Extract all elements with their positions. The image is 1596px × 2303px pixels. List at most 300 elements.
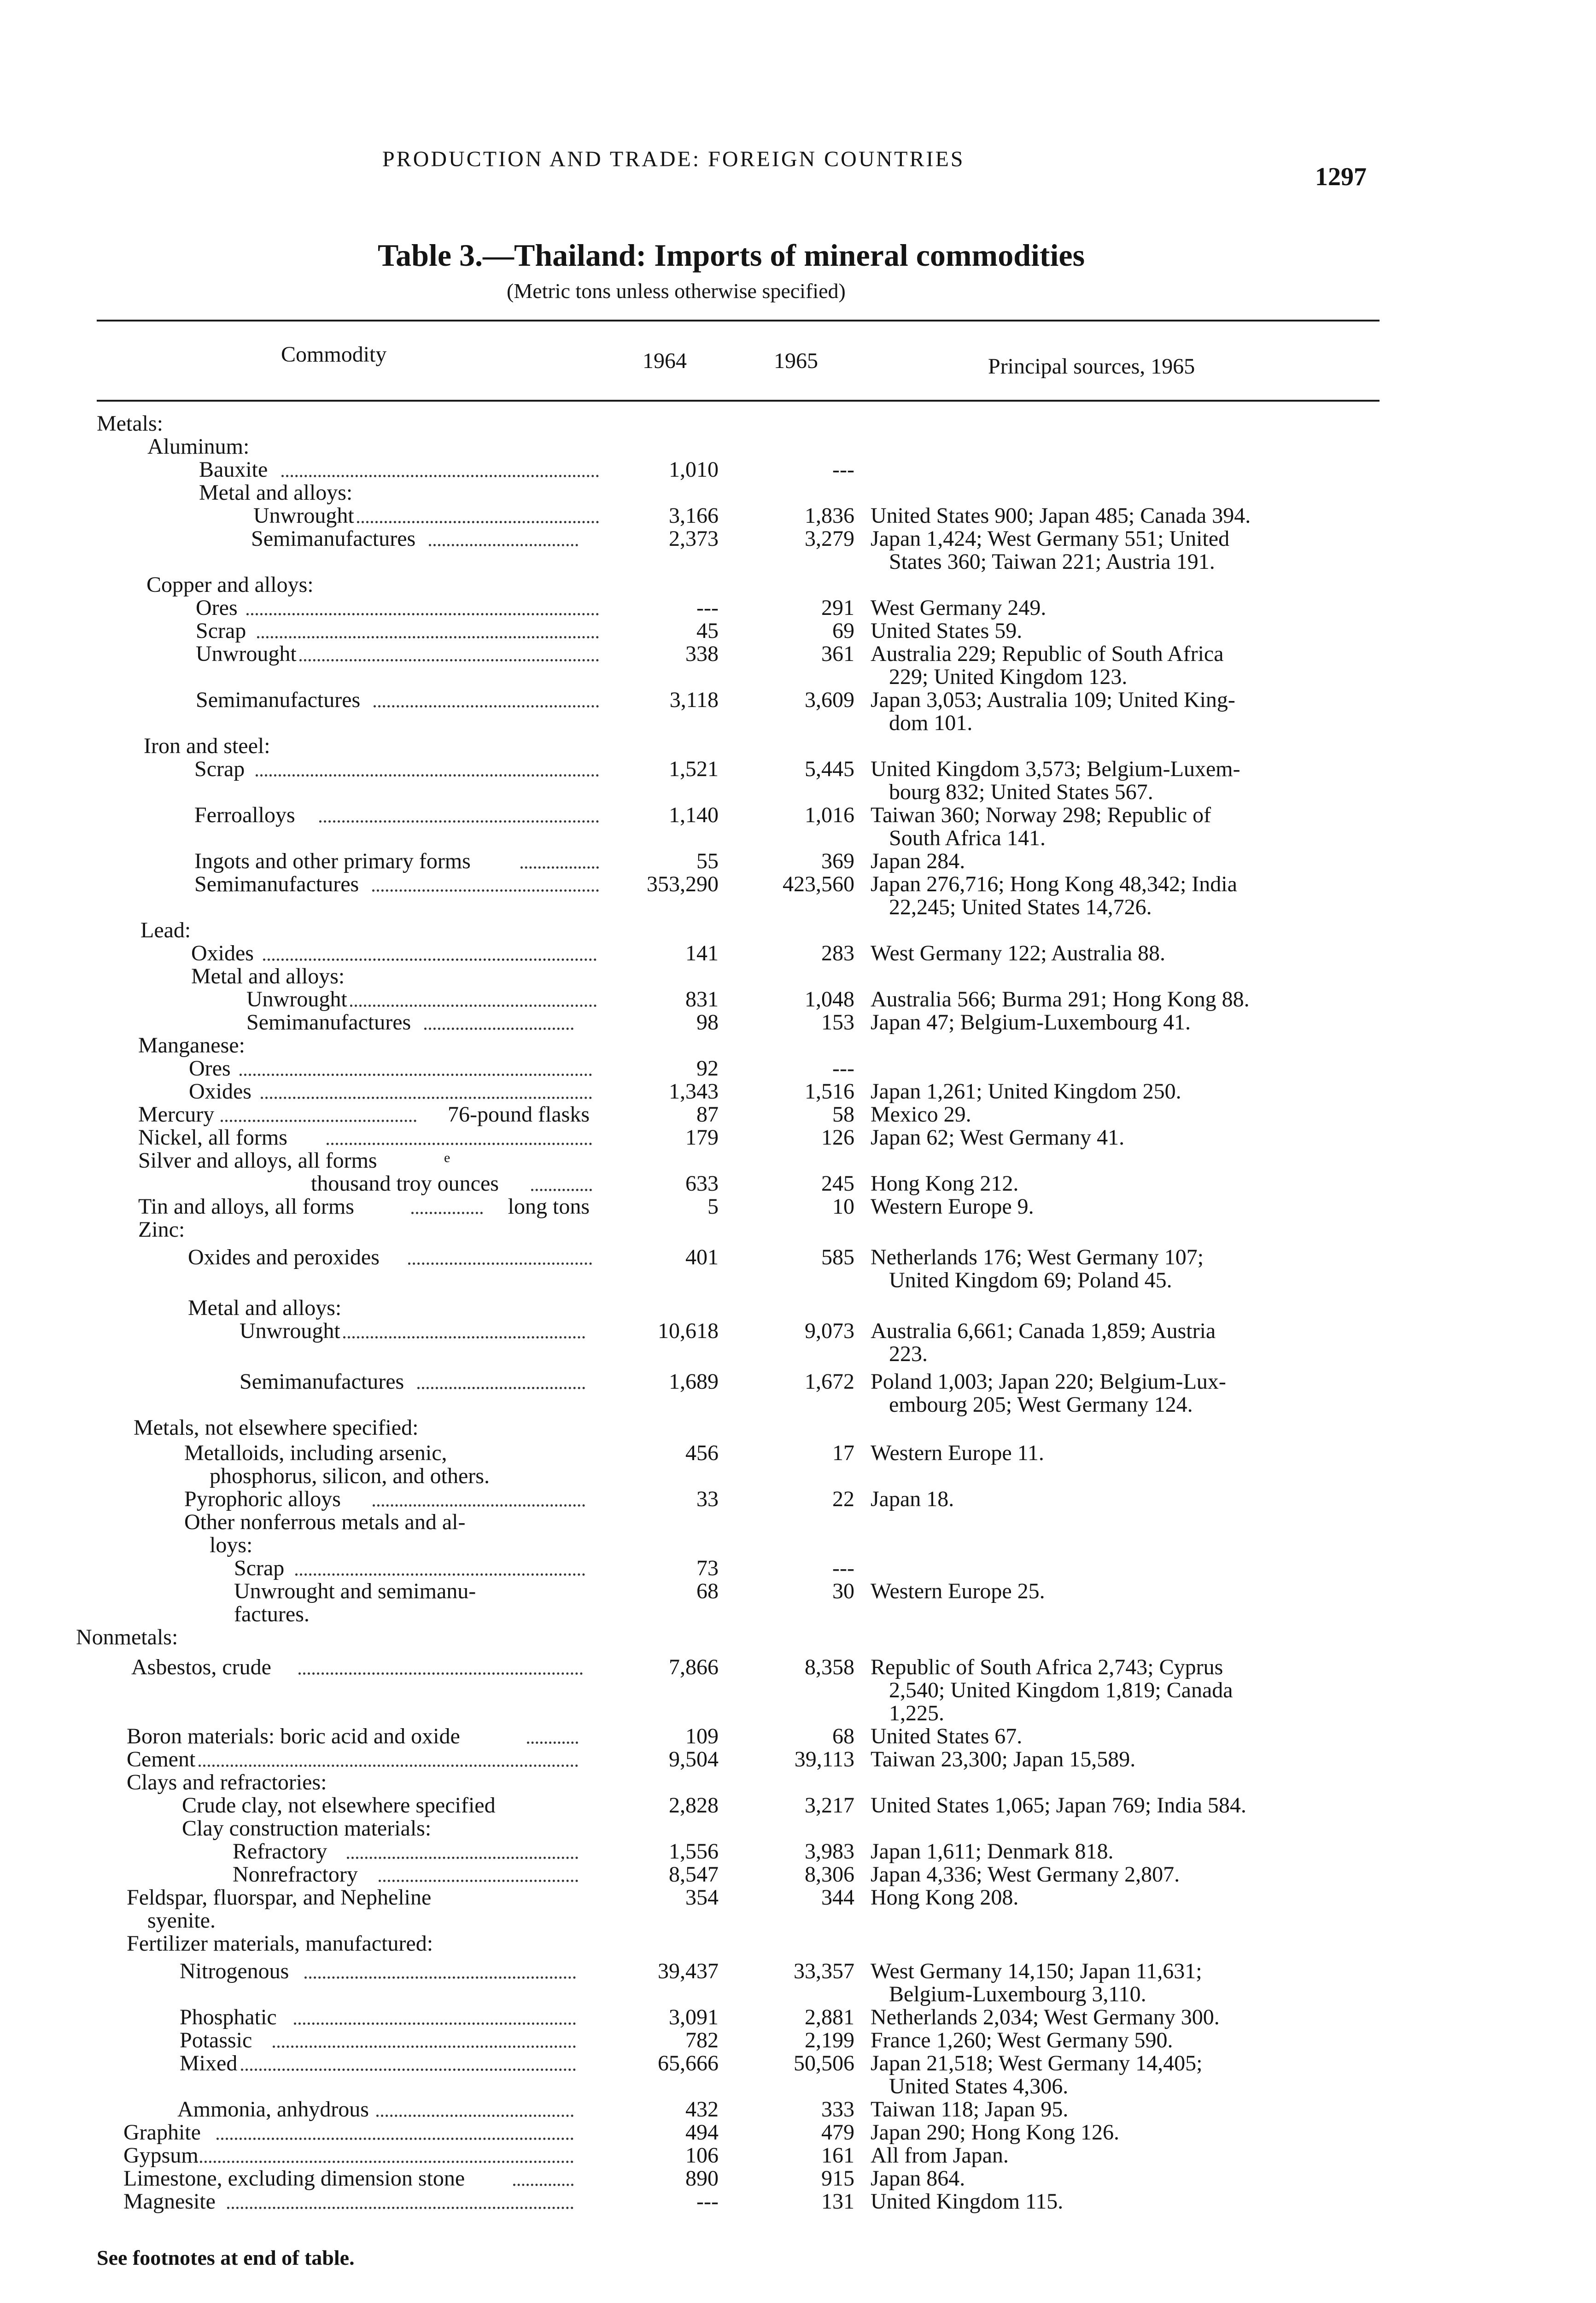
principal-sources: States 360; Taiwan 221; Austria 191. [889, 549, 1215, 574]
value-1965: 5,445 [805, 757, 854, 781]
value-1964: 3,166 [669, 503, 719, 528]
value-1965: 2,881 [805, 2005, 854, 2029]
principal-sources: Japan 18. [871, 1487, 954, 1511]
principal-sources: West Germany 249. [871, 596, 1046, 620]
table-row-oxides-and-peroxides [0, 1246, 1596, 1269]
table-row-nonrefractory [0, 1863, 1596, 1886]
table-row-continuation [0, 712, 1596, 735]
value-1965: 8,306 [805, 1862, 854, 1887]
principal-sources: 223. [889, 1342, 928, 1366]
table-row-oxides [0, 1080, 1596, 1103]
value-1965: 3,279 [805, 526, 854, 551]
commodity-label: Metals, not elsewhere specified: [134, 1415, 419, 1440]
commodity-label: Oxides [189, 1079, 251, 1104]
commodity-label: factures. [234, 1602, 310, 1626]
value-1964: 106 [685, 2143, 719, 2168]
value-1965: 1,836 [805, 503, 854, 528]
table-row-metal-and-alloys [0, 965, 1596, 988]
table-row-continuation [0, 896, 1596, 919]
table-row-phosphorus-silicon-and-others [0, 1465, 1596, 1488]
table-row-gypsum [0, 2144, 1596, 2167]
commodity-label: Bauxite [199, 457, 268, 482]
table-row-graphite [0, 2121, 1596, 2144]
table-row-manganese [0, 1034, 1596, 1057]
dot-leader [304, 1976, 576, 1979]
table-row-continuation [0, 550, 1596, 573]
value-1964: 3,091 [669, 2005, 719, 2029]
commodity-label: Metal and alloys: [191, 964, 345, 988]
dot-leader [357, 521, 599, 523]
principal-sources: Japan 4,336; West Germany 2,807. [871, 1862, 1180, 1887]
commodity-label: Ferroalloys [194, 803, 295, 827]
commodity-label: Unwrought and semimanu- [234, 1579, 476, 1603]
dot-leader [408, 1263, 592, 1265]
table-row-pyrophoric-alloys [0, 1488, 1596, 1511]
value-1965: 423,560 [783, 872, 854, 896]
commodity-label: Aluminum: [147, 434, 250, 459]
dot-leader [221, 1120, 416, 1122]
dot-leader [281, 475, 599, 477]
commodity-label: Ores [196, 596, 238, 620]
commodity-label: Scrap [194, 757, 245, 781]
principal-sources: United States 4,306. [889, 2074, 1069, 2098]
commodity-label: Metalloids, including arsenic, [184, 1441, 447, 1465]
column-header-commodity: Commodity [281, 342, 387, 367]
principal-sources: Western Europe 11. [871, 1441, 1044, 1465]
commodity-label: Semimanufactures [251, 526, 416, 551]
principal-sources: 229; United Kingdom 123. [889, 665, 1128, 689]
table-row-phosphatic [0, 2006, 1596, 2029]
commodity-label: Mercury [138, 1102, 215, 1127]
commodity-label: Crude clay, not elsewhere specified [182, 1793, 496, 1818]
commodity-label: Clay construction materials: [182, 1816, 432, 1841]
commodity-label: Scrap [196, 619, 246, 643]
commodity-label: Limestone, excluding dimension stone [123, 2166, 465, 2191]
unit-label: long tons [508, 1194, 590, 1219]
principal-sources: All from Japan. [871, 2143, 1009, 2168]
table-row-iron-and-steel [0, 735, 1596, 758]
principal-sources: Japan 284. [871, 849, 965, 873]
commodity-label: Zinc: [138, 1217, 185, 1242]
commodity-label: phosphorus, silicon, and others. [210, 1464, 490, 1488]
dot-leader [263, 959, 596, 961]
value-1965: 17 [832, 1441, 854, 1465]
table-subtitle: (Metric tons unless otherwise specified) [507, 279, 846, 303]
commodity-label: Oxides and peroxides [188, 1245, 380, 1269]
principal-sources: Western Europe 25. [871, 1579, 1045, 1603]
dot-leader [327, 1143, 592, 1145]
dot-leader [257, 636, 599, 638]
commodity-label: loys: [210, 1533, 253, 1557]
value-1965: 245 [821, 1171, 854, 1196]
principal-sources: 2,540; United Kingdom 1,819; Canada [889, 1678, 1233, 1702]
table-row-unwrought [0, 504, 1596, 527]
value-1964: 782 [685, 2028, 719, 2052]
table-row-cement [0, 1748, 1596, 1771]
value-1964: 39,437 [658, 1959, 719, 1983]
table-title: Table 3.—Thailand: Imports of mineral commodities [378, 238, 1085, 273]
page-number: 1297 [1315, 163, 1367, 191]
value-1965: 361 [821, 642, 854, 666]
table-row-semimanufactures [0, 689, 1596, 712]
table-row-boron-materials-boric-acid-and-oxide [0, 1725, 1596, 1748]
commodity-label: Scrap [234, 1556, 285, 1580]
value-1965: 369 [821, 849, 854, 873]
commodity-label: Magnesite [123, 2189, 216, 2214]
value-1964: 338 [685, 642, 719, 666]
commodity-label: Unwrought [253, 503, 354, 528]
table-row-copper-and-alloys [0, 573, 1596, 596]
commodity-label: Asbestos, crude [131, 1655, 271, 1679]
value-1965: 50,506 [794, 2051, 854, 2075]
table-row-asbestos-crude [0, 1656, 1596, 1679]
value-1964: 2,828 [669, 1793, 719, 1818]
value-1965: 333 [821, 2097, 854, 2122]
dot-leader [195, 2161, 573, 2163]
value-1964: 494 [685, 2120, 719, 2145]
value-1965: 1,516 [805, 1079, 854, 1104]
value-1964: 1,343 [669, 1079, 719, 1104]
value-1964: 73 [696, 1556, 719, 1580]
principal-sources: Japan 1,261; United Kingdom 250. [871, 1079, 1181, 1104]
table-row-feldspar-fluorspar-and-nepheline [0, 1886, 1596, 1909]
table-row-zinc [0, 1218, 1596, 1241]
commodity-label: Nitrogenous [180, 1959, 289, 1983]
dot-leader [294, 2022, 576, 2025]
principal-sources: Japan 1,611; Denmark 818. [871, 1839, 1114, 1864]
table-row-semimanufactures [0, 1011, 1596, 1034]
dot-leader [347, 1857, 578, 1859]
value-1965: 1,048 [805, 987, 854, 1011]
dot-leader [299, 659, 599, 661]
table-row-continuation [0, 1343, 1596, 1366]
table-row-scrap [0, 620, 1596, 643]
principal-sources: bourg 832; United States 567. [889, 780, 1153, 804]
value-1965: 153 [821, 1010, 854, 1035]
commodity-label: Cement [127, 1747, 196, 1771]
value-1965: 161 [821, 2143, 854, 2168]
dot-leader [531, 1189, 592, 1191]
principal-sources: Republic of South Africa 2,743; Cyprus [871, 1655, 1223, 1679]
commodity-label: Fertilizer materials, manufactured: [127, 1931, 433, 1956]
commodity-label: Tin and alloys, all forms [138, 1194, 354, 1219]
dot-leader [227, 2207, 573, 2209]
value-1964: 401 [685, 1245, 719, 1269]
principal-sources: Western Europe 9. [871, 1194, 1034, 1219]
value-1964: 2,373 [669, 526, 719, 551]
principal-sources: Mexico 29. [871, 1102, 971, 1127]
table-row-continuation [0, 1269, 1596, 1292]
table-row-ores [0, 1057, 1596, 1080]
value-1965: 291 [821, 596, 854, 620]
value-1964: 353,290 [647, 872, 719, 896]
table-row-continuation [0, 1679, 1596, 1702]
principal-sources: Japan 276,716; Hong Kong 48,342; India [871, 872, 1237, 896]
value-1965: 283 [821, 941, 854, 965]
commodity-label: Nonrefractory [233, 1862, 358, 1887]
table-row-continuation [0, 1702, 1596, 1725]
dot-leader [411, 1212, 483, 1214]
commodity-label: Metals: [97, 411, 163, 436]
table-row-crude-clay-not-elsewhere-specified [0, 1794, 1596, 1817]
value-1965: 30 [832, 1579, 854, 1603]
table-row-magnesite [0, 2190, 1596, 2213]
table-row-scrap [0, 758, 1596, 781]
value-1965: 69 [832, 619, 854, 643]
principal-sources: Poland 1,003; Japan 220; Belgium-Lux- [871, 1369, 1226, 1394]
principal-sources: United States 1,065; Japan 769; India 584. [871, 1793, 1246, 1818]
dot-leader [216, 2138, 573, 2140]
table-row-nickel-all-forms [0, 1126, 1596, 1149]
value-1964: 7,866 [669, 1655, 719, 1679]
commodity-label: syenite. [147, 1908, 216, 1933]
value-1964: 87 [696, 1102, 719, 1127]
principal-sources: Australia 566; Burma 291; Hong Kong 88. [871, 987, 1250, 1011]
value-1965: 344 [821, 1885, 854, 1910]
commodity-label: Ammonia, anhydrous [177, 2097, 369, 2122]
table-row-metals [0, 412, 1596, 435]
principal-sources: Netherlands 176; West Germany 107; [871, 1245, 1204, 1269]
column-header-1964: 1964 [643, 349, 687, 373]
table-row-clays-and-refractories [0, 1771, 1596, 1794]
dot-leader [417, 1387, 585, 1389]
table-row-continuation [0, 1983, 1596, 2006]
table-row-tin-and-alloys-all-forms [0, 1195, 1596, 1218]
value-1964: 55 [696, 849, 719, 873]
principal-sources: dom 101. [889, 711, 973, 735]
dot-leader [261, 1097, 592, 1099]
value-1964: 1,010 [669, 457, 719, 482]
commodity-label: Ingots and other primary forms [194, 849, 471, 873]
table-row-continuation [0, 1393, 1596, 1416]
value-1965: 8,358 [805, 1655, 854, 1679]
table-row-oxides [0, 942, 1596, 965]
commodity-label: Potassic [180, 2028, 252, 2052]
value-1964: 141 [685, 941, 719, 965]
value-1964: 456 [685, 1441, 719, 1465]
principal-sources: Japan 47; Belgium-Luxembourg 41. [871, 1010, 1191, 1035]
principal-sources: United States 59. [871, 619, 1023, 643]
value-1965: 1,016 [805, 803, 854, 827]
table-row-mercury [0, 1103, 1596, 1126]
table-row-fertilizer-materials-manufactured [0, 1932, 1596, 1955]
table-row-loys [0, 1534, 1596, 1557]
value-1965: 58 [832, 1102, 854, 1127]
value-1964: 890 [685, 2166, 719, 2191]
value-1964: 179 [685, 1125, 719, 1150]
column-header-1965: 1965 [774, 349, 818, 373]
principal-sources: embourg 205; West Germany 124. [889, 1392, 1193, 1417]
table-row-ammonia-anhydrous [0, 2098, 1596, 2121]
principal-sources: 22,245; United States 14,726. [889, 895, 1152, 919]
value-1964: 9,504 [669, 1747, 719, 1771]
dot-leader [527, 1742, 578, 1744]
commodity-label: Silver and alloys, all forms [138, 1148, 377, 1173]
commodity-label: Iron and steel: [144, 734, 270, 758]
footnote-mark: e [444, 1150, 450, 1165]
value-1964: 633 [685, 1171, 719, 1196]
table-row-factures [0, 1603, 1596, 1626]
table-row-semimanufactures [0, 1370, 1596, 1393]
principal-sources: Japan 864. [871, 2166, 965, 2191]
value-1964: 354 [685, 1885, 719, 1910]
table-row-silver-and-alloys-all-forms [0, 1149, 1596, 1172]
value-1964: 98 [696, 1010, 719, 1035]
table-row-semimanufactures [0, 873, 1596, 896]
value-1965: 479 [821, 2120, 854, 2145]
commodity-label: Graphite [123, 2120, 201, 2145]
table-row-metals-not-elsewhere-specified [0, 1416, 1596, 1439]
value-1965: 585 [821, 1245, 854, 1269]
principal-sources: Netherlands 2,034; West Germany 300. [871, 2005, 1220, 2029]
commodity-label: Metal and alloys: [188, 1296, 342, 1320]
value-1964: 68 [696, 1579, 719, 1603]
value-1964: 45 [696, 619, 719, 643]
value-1964: 1,521 [669, 757, 719, 781]
dot-leader [241, 2069, 576, 2071]
value-1964: 1,556 [669, 1839, 719, 1864]
value-1965: --- [832, 457, 854, 482]
table-row-continuation [0, 781, 1596, 804]
dot-leader [513, 2184, 573, 2186]
commodity-label: Unwrought [240, 1319, 340, 1343]
commodity-label: Pyrophoric alloys [184, 1487, 341, 1511]
unit-label: 76-pound flasks [448, 1102, 590, 1127]
table-row-metal-and-alloys [0, 1297, 1596, 1320]
commodity-label: Nickel, all forms [138, 1125, 287, 1150]
table-row-potassic [0, 2029, 1596, 2052]
commodity-label: Mixed [180, 2051, 238, 2075]
value-1965: 915 [821, 2166, 854, 2191]
principal-sources: Japan 62; West Germany 41. [871, 1125, 1125, 1150]
dot-leader [273, 2046, 576, 2048]
principal-sources: West Germany 122; Australia 88. [871, 941, 1166, 965]
dot-leader [376, 2115, 573, 2117]
table-row-unwrought [0, 988, 1596, 1011]
dot-leader [379, 1880, 578, 1882]
value-1964: --- [696, 596, 719, 620]
dot-leader [350, 1005, 596, 1007]
value-1965: 39,113 [794, 1747, 854, 1771]
table-row-nitrogenous [0, 1960, 1596, 1983]
principal-sources: Japan 290; Hong Kong 126. [871, 2120, 1119, 2145]
table-row-continuation [0, 2075, 1596, 2098]
value-1964: 5 [707, 1194, 719, 1219]
value-1965: 1,672 [805, 1369, 854, 1394]
table-row-scrap [0, 1557, 1596, 1580]
value-1965: 131 [821, 2189, 854, 2214]
principal-sources: Australia 229; Republic of South Africa [871, 642, 1224, 666]
value-1964: 1,689 [669, 1369, 719, 1394]
table-row-ores [0, 596, 1596, 620]
principal-sources: West Germany 14,150; Japan 11,631; [871, 1959, 1202, 1983]
value-1964: 831 [685, 987, 719, 1011]
commodity-label: Other nonferrous metals and al- [184, 1510, 466, 1534]
dot-leader [520, 866, 599, 869]
dot-leader [298, 1672, 583, 1675]
table-row-ferroalloys [0, 804, 1596, 827]
table-row-metalloids-including-arsenic [0, 1442, 1596, 1465]
principal-sources: Belgium-Luxembourg 3,110. [889, 1982, 1146, 2006]
commodity-label: Lead: [140, 918, 191, 942]
table-row-semimanufactures [0, 527, 1596, 550]
principal-sources: Taiwan 360; Norway 298; Republic of [871, 803, 1211, 827]
commodity-label: Semimanufactures [194, 872, 359, 896]
dot-leader [372, 889, 599, 892]
value-1964: 65,666 [658, 2051, 719, 2075]
dot-leader [246, 613, 599, 615]
table-row-continuation [0, 827, 1596, 850]
table-row-unwrought-and-semimanu [0, 1580, 1596, 1603]
value-1965: 3,983 [805, 1839, 854, 1864]
value-1965: --- [832, 1556, 854, 1580]
dot-leader [199, 1765, 578, 1767]
value-1965: 33,357 [794, 1959, 854, 1983]
principal-sources: United States 67. [871, 1724, 1023, 1748]
value-1965: 126 [821, 1125, 854, 1150]
value-1964: 432 [685, 2097, 719, 2122]
table-row-mixed [0, 2052, 1596, 2075]
commodity-label: Manganese: [138, 1033, 245, 1058]
dot-leader [373, 1504, 585, 1507]
principal-sources: United Kingdom 3,573; Belgium-Luxem- [871, 757, 1240, 781]
table-row-aluminum [0, 435, 1596, 458]
dot-leader [429, 544, 578, 546]
dot-leader [374, 705, 599, 707]
value-1965: 68 [832, 1724, 854, 1748]
commodity-label: Copper and alloys: [146, 573, 314, 597]
table-row-syenite [0, 1909, 1596, 1932]
principal-sources: Taiwan 23,300; Japan 15,589. [871, 1747, 1136, 1771]
value-1964: 1,140 [669, 803, 719, 827]
principal-sources: Australia 6,661; Canada 1,859; Austria [871, 1319, 1216, 1343]
table-row-continuation [0, 666, 1596, 689]
dot-leader [256, 774, 599, 777]
principal-sources: South Africa 141. [889, 826, 1046, 850]
footnote-note: See footnotes at end of table. [97, 2246, 355, 2269]
value-1965: 3,217 [805, 1793, 854, 1818]
dot-leader [295, 1573, 585, 1576]
table-row-nonmetals [0, 1626, 1596, 1649]
dot-leader [424, 1028, 573, 1030]
commodity-label: Semimanufactures [240, 1369, 404, 1394]
table-row-bauxite [0, 458, 1596, 481]
commodity-label: thousand troy ounces [311, 1171, 499, 1196]
dot-leader [319, 820, 599, 823]
principal-sources: Taiwan 118; Japan 95. [871, 2097, 1069, 2122]
dot-leader [343, 1336, 585, 1339]
principal-sources: United States 900; Japan 485; Canada 394. [871, 503, 1251, 528]
value-1964: 92 [696, 1056, 719, 1081]
value-1965: 22 [832, 1487, 854, 1511]
commodity-label: Semimanufactures [196, 688, 361, 712]
commodity-label: Semimanufactures [246, 1010, 411, 1035]
commodity-label: Metal and alloys: [199, 480, 353, 505]
value-1965: 9,073 [805, 1319, 854, 1343]
dot-leader [240, 1074, 592, 1076]
value-1964: 10,618 [658, 1319, 719, 1343]
column-header-sources: Principal sources, 1965 [988, 354, 1195, 379]
table-row-ingots-and-other-primary-forms [0, 850, 1596, 873]
value-1965: 10 [832, 1194, 854, 1219]
value-1964: 8,547 [669, 1862, 719, 1887]
table-row-clay-construction-materials [0, 1817, 1596, 1840]
commodity-label: Unwrought [246, 987, 347, 1011]
value-1965: 3,609 [805, 688, 854, 712]
principal-sources: United Kingdom 115. [871, 2189, 1064, 2214]
header-bottom-rule [97, 400, 1380, 402]
principal-sources: Hong Kong 208. [871, 1885, 1019, 1910]
